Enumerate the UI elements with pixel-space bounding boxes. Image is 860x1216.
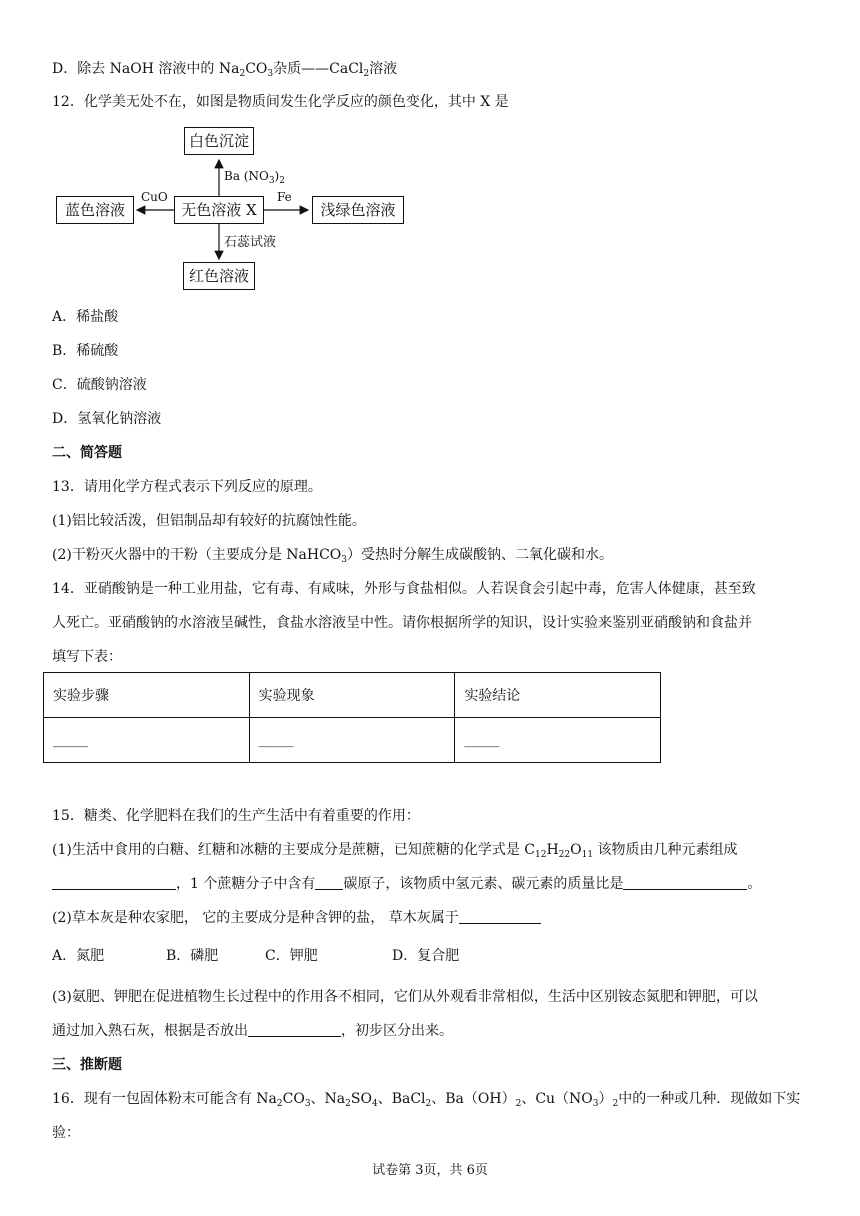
q15-part-1a: (1)生活中食用的白糖、红糖和冰糖的主要成分是蔗糖，已知蔗糖的化学式是 $C_{12}H_{22}O_{11}$ 该物质由几种元素组成	[52, 842, 738, 860]
q15-part-1b: ，1 个蔗糖分子中含有 碳原子，该物质中氢元素、碳元素的质量比是 。	[52, 874, 761, 894]
q12-option-d: D．氢氧化钠溶液	[52, 411, 162, 427]
q15-part-3a: (3)氨肥、钾肥在促进植物生长过程中的作用各不相同，它们从外观看非常相似，生活中区别铵态氮肥和钾肥，可以	[52, 989, 758, 1005]
q13-part-1: (1)铝比较活泼，但铝制品却有较好的抗腐蚀性能。	[52, 513, 366, 529]
table-row	[44, 718, 661, 763]
q12-stem: 12．化学美无处不在，如图是物质间发生化学反应的颜色变化，其中 X 是	[52, 94, 509, 110]
q11-option-d: D．除去 NaOH 溶液中的 $Na_2CO_3$杂质——CaCl$_2$溶液	[52, 61, 398, 79]
answer-blank-carbon-atoms[interactable]	[315, 875, 343, 890]
label-cuo: CuO	[141, 190, 168, 204]
q14-line-1: 14．亚硝酸钠是一种工业用盐，它有毒、有咸味，外形与食盐相似。人若误食会引起中毒，危害人体健康，甚至致	[52, 581, 756, 597]
q14-line-2: 人死亡。亚硝酸钠的水溶液呈碱性，食盐水溶液呈中性。请你根据所学的知识，设计实验来鉴别亚硝酸钠和食盐并	[52, 615, 752, 631]
q12-option-b: B．稀硫酸	[52, 343, 119, 359]
header-conclusion: 实验结论	[455, 673, 661, 718]
q15-option-a: A．氮肥	[52, 948, 105, 964]
q15-option-c: C．钾肥	[265, 948, 318, 964]
q13-stem: 13．请用化学方程式表示下列反应的原理。	[52, 479, 322, 495]
q16-line-2: 验：	[52, 1125, 80, 1141]
section-heading-2: 二、简答题	[52, 445, 122, 461]
diagram-arrows	[0, 0, 860, 300]
answer-blank-fertilizer-type[interactable]	[459, 909, 541, 924]
answer-blank-gas[interactable]	[248, 1022, 341, 1037]
box-colorless-solution-x: 无色溶液 X	[174, 196, 264, 224]
q16-line-1: 16．现有一包固体粉末可能含有 $Na_2CO_3$、$Na_2SO_4$、BaCl$_2$、$Ba(OH)_2$、$Cu(NO_3)_2$中的一种或几种．现做如下实	[52, 1091, 801, 1109]
answer-blank-phenomenon[interactable]: _____	[249, 718, 455, 763]
experiment-table	[43, 672, 661, 763]
answer-blank-steps[interactable]: _____	[44, 718, 250, 763]
q13-part-2: (2)干粉灭火器中的干粉（主要成分是 NaHCO$_3$）受热时分解生成碳酸钠、二氧化碳和水。	[52, 547, 614, 565]
answer-blank-conclusion[interactable]: _____	[455, 718, 661, 763]
box-white-precipitate: 白色沉淀	[184, 127, 254, 155]
q15-part-2: (2)草本灰是种农家肥， 它的主要成分是种含钾的盐， 草木灰属于	[52, 908, 541, 928]
table-header-row	[44, 673, 661, 718]
label-litmus: 石蕊试液	[224, 235, 277, 250]
q15-stem: 15．糖类、化学肥料在我们的生产生活中有着重要的作用：	[52, 808, 420, 824]
page-footer: 试卷第 3页，共 6页	[372, 1163, 488, 1178]
q15-option-b: B．磷肥	[166, 948, 219, 964]
header-phenomenon: 实验现象	[249, 673, 455, 718]
q14-line-3: 填写下表：	[52, 649, 122, 665]
answer-blank-element-count[interactable]	[52, 875, 176, 890]
box-red-solution: 红色溶液	[183, 262, 255, 290]
q15-part-3b: 通过加入熟石灰，根据是否放出 ，初步区分出来。	[52, 1023, 453, 1039]
label-ba-no3-2: Ba $(NO_3)_2$	[224, 169, 285, 186]
section-heading-3: 三、推断题	[52, 1057, 122, 1073]
q15-option-d: D．复合肥	[392, 948, 460, 964]
box-light-green-solution: 浅绿色溶液	[312, 196, 404, 224]
answer-blank-mass-ratio[interactable]	[623, 875, 747, 890]
q12-option-c: C．硫酸钠溶液	[52, 377, 147, 393]
header-steps: 实验步骤	[44, 673, 250, 718]
q12-option-a: A．稀盐酸	[52, 309, 119, 325]
box-blue-solution: 蓝色溶液	[56, 196, 134, 224]
label-fe: Fe	[277, 190, 292, 204]
q15-options	[52, 946, 459, 966]
